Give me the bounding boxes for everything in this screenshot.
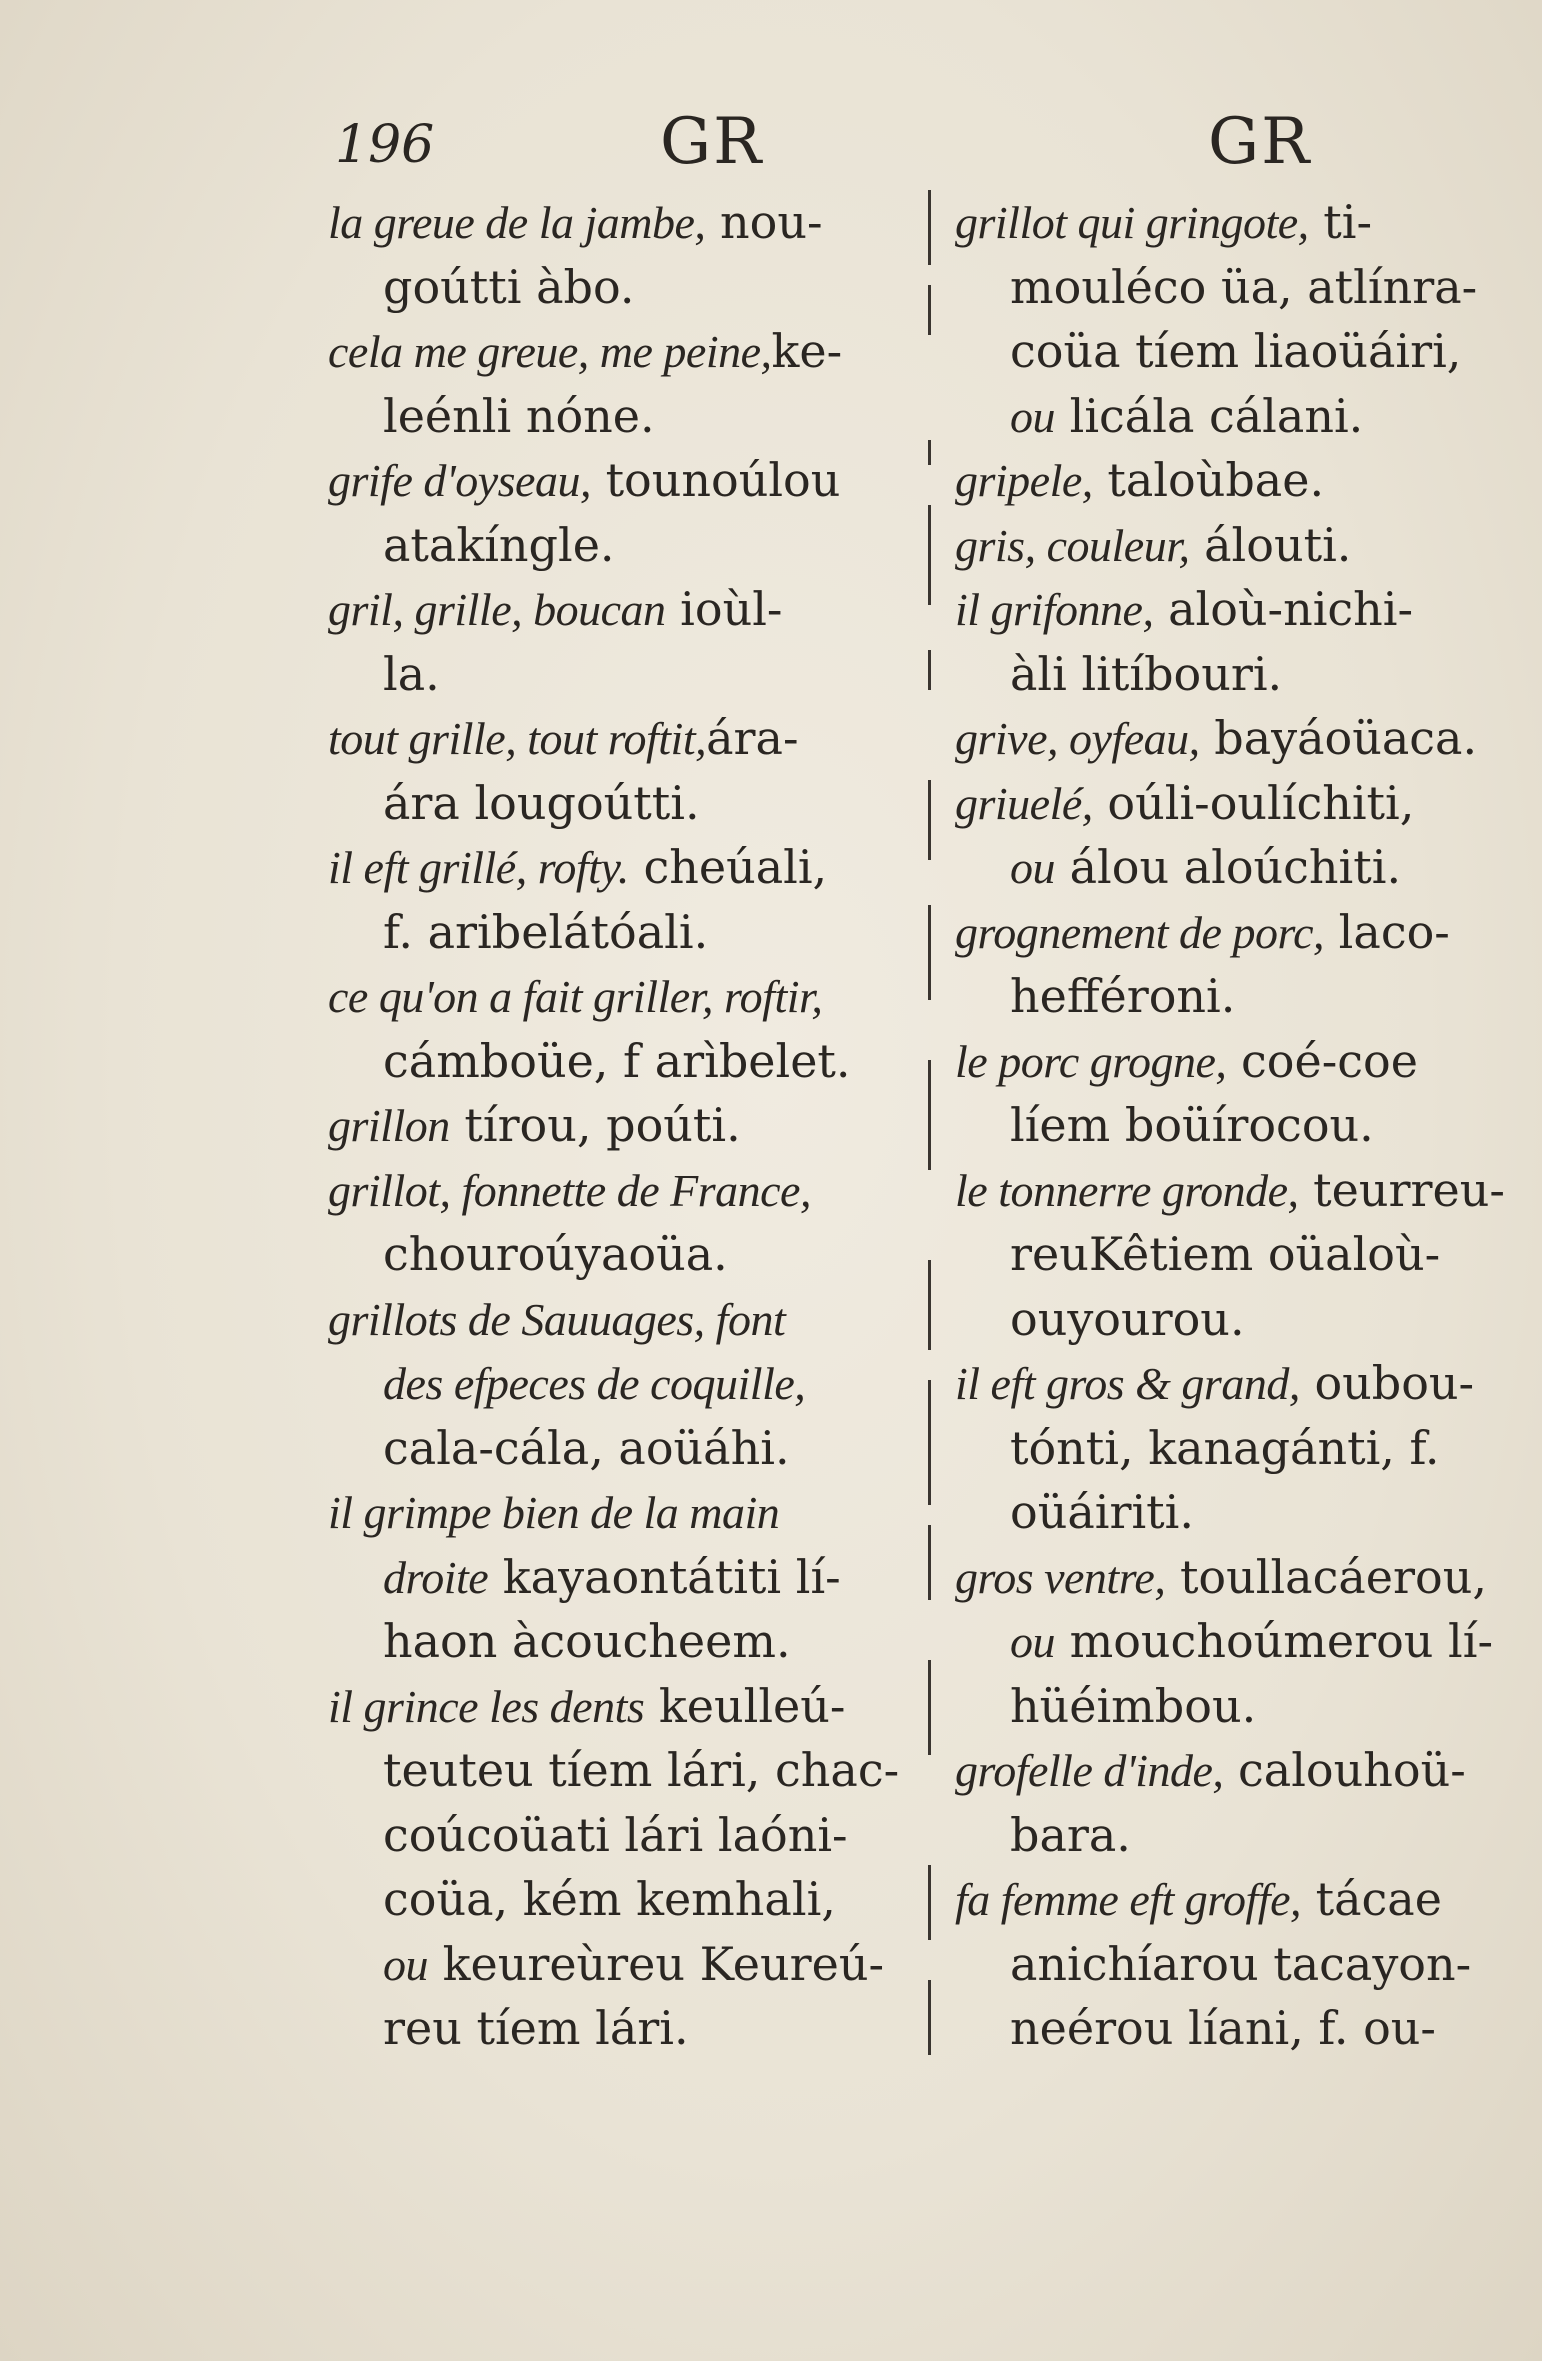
translation-text: anichíarou tacayon-	[1010, 1936, 1472, 1991]
translation-text: oúli-oulíchiti,	[1092, 775, 1415, 830]
french-headword: fa femme eft groffe,	[955, 1874, 1301, 1925]
translation-text: f. aribelátóali.	[383, 904, 709, 959]
text-line	[955, 835, 1535, 900]
text-line	[328, 1480, 913, 1545]
translation-text: álou aloúchiti.	[1055, 840, 1402, 894]
text-line	[328, 255, 913, 320]
text-line	[955, 319, 1535, 384]
translation-text: teurreu-	[1298, 1162, 1505, 1217]
french-headword: grillots de Sauuages, font	[328, 1293, 786, 1345]
text-line	[328, 1674, 913, 1739]
translation-text: keulleú-	[644, 1678, 846, 1733]
column-rule	[928, 285, 931, 335]
translation-text: ioùl-	[665, 582, 783, 636]
translation-text: coüa tíem liaoüáiri,	[1010, 324, 1462, 378]
translation-text: tounoúlou	[590, 453, 841, 507]
text-line	[955, 1674, 1535, 1739]
translation-text: reuKêtiem oüaloù-	[1010, 1227, 1441, 1281]
running-head-right: GR	[1208, 105, 1312, 179]
text-line	[955, 255, 1535, 320]
text-line	[328, 1609, 913, 1674]
text-line	[328, 1545, 913, 1610]
text-line	[328, 1029, 913, 1094]
french-headword: grillot, fonnette de France,	[328, 1164, 811, 1216]
column-rule	[928, 1060, 931, 1170]
translation-text: la.	[383, 646, 440, 701]
text-line	[955, 642, 1535, 707]
page-number: 196	[335, 115, 435, 175]
translation-text: leénli nóne.	[383, 388, 655, 443]
column-rule	[928, 1380, 931, 1505]
text-line	[955, 706, 1535, 771]
text-line	[955, 1996, 1535, 2061]
translation-text: ára lougoútti.	[383, 775, 700, 830]
text-line	[328, 319, 913, 384]
text-line	[328, 835, 913, 900]
translation-text: haon àcoucheem.	[383, 1614, 791, 1668]
french-headword: gris, couleur,	[955, 519, 1190, 571]
translation-text: coúcoüati lári laóni-	[383, 1807, 848, 1862]
text-line	[955, 1222, 1535, 1287]
french-headword: il eft grillé, rofty.	[328, 842, 629, 893]
translation-text: aloù-nichi-	[1153, 582, 1414, 636]
french-headword: droite	[383, 1551, 489, 1603]
translation-text: ára-	[706, 711, 799, 765]
french-headword: ou	[383, 1938, 428, 1990]
french-headword: griuelé,	[955, 777, 1093, 829]
text-line	[328, 1093, 913, 1158]
text-line	[955, 1609, 1535, 1674]
text-line	[328, 577, 913, 642]
text-line	[328, 1287, 913, 1352]
french-headword: des efpeces de coquille,	[383, 1358, 806, 1409]
translation-text: kayaontátiti lí-	[488, 1549, 841, 1604]
french-headword: gripele,	[955, 455, 1093, 506]
translation-text: bara.	[1010, 1807, 1131, 1862]
text-line	[955, 1867, 1535, 1932]
translation-text: tácae	[1300, 1872, 1442, 1926]
text-line	[955, 1932, 1535, 1997]
french-headword: ou	[1010, 842, 1055, 893]
translation-text: cala-cála, aoüáhi.	[383, 1420, 790, 1475]
french-headword: grive, oyfeau,	[955, 713, 1200, 764]
translation-text: nou-	[705, 195, 823, 249]
translation-text: keureùreu Keureú-	[428, 1936, 885, 1991]
text-line	[328, 190, 913, 255]
column-rule	[928, 1525, 931, 1600]
french-headword: grillot qui gringote,	[955, 197, 1309, 248]
translation-text: calouhoü-	[1223, 1743, 1466, 1797]
text-line	[955, 1287, 1535, 1352]
column-rule	[928, 1660, 931, 1755]
french-headword: grife d'oyseau,	[328, 455, 591, 506]
running-header	[0, 105, 1542, 185]
text-line	[328, 900, 913, 965]
translation-text: goútti àbo.	[383, 259, 635, 314]
column-rule	[928, 780, 931, 860]
column-rule	[928, 190, 931, 265]
right-column	[955, 190, 1535, 2061]
translation-text: oüáiriti.	[1010, 1485, 1194, 1539]
column-rule	[928, 1980, 931, 2055]
text-line	[328, 1996, 913, 2061]
french-headword: tout grille, tout roftit,	[328, 713, 707, 764]
translation-text: hüéimbou.	[1010, 1678, 1257, 1733]
text-line	[955, 1093, 1535, 1158]
text-line	[328, 1738, 913, 1803]
text-line	[955, 771, 1535, 836]
text-line	[328, 964, 913, 1029]
french-headword: le porc grogne,	[955, 1035, 1227, 1087]
translation-text: àli litíbouri.	[1010, 646, 1283, 701]
translation-text: atakíngle.	[383, 517, 615, 572]
running-head-left: GR	[660, 105, 764, 179]
text-line	[955, 1480, 1535, 1545]
french-headword: il grifonne,	[955, 584, 1154, 635]
text-line	[328, 642, 913, 707]
text-line	[955, 1545, 1535, 1610]
text-line	[328, 513, 913, 578]
text-line	[328, 771, 913, 836]
translation-text: tónti, kanagánti, f.	[1010, 1420, 1440, 1475]
translation-text: hefféroni.	[1010, 969, 1236, 1023]
text-line	[328, 1416, 913, 1481]
french-headword: il grimpe bien de la main	[328, 1487, 780, 1538]
translation-text: ke-	[771, 324, 843, 378]
translation-text: mouchoúmerou lí-	[1055, 1614, 1494, 1668]
column-rule	[928, 1865, 931, 1940]
text-line	[955, 577, 1535, 642]
translation-text: bayáoüaca.	[1199, 711, 1478, 765]
text-line	[955, 190, 1535, 255]
text-line	[955, 1029, 1535, 1094]
french-headword: grillon	[328, 1100, 450, 1151]
translation-text: coüa, kém kemhali,	[383, 1872, 836, 1926]
translation-text: teuteu tíem lári, chac-	[383, 1743, 900, 1797]
text-line	[328, 1351, 913, 1416]
french-headword: cela me greue, me peine,	[328, 326, 772, 377]
text-line	[328, 706, 913, 771]
translation-text: cheúali,	[628, 840, 828, 894]
text-line	[328, 1222, 913, 1287]
translation-text: líem boüírocou.	[1010, 1098, 1374, 1152]
french-headword: la greue de la jambe,	[328, 197, 706, 248]
translation-text: chouroúyaoüa.	[383, 1227, 728, 1281]
french-headword: il eft gros & grand,	[955, 1358, 1300, 1409]
french-headword: le tonnerre gronde,	[955, 1164, 1299, 1216]
text-line	[328, 1158, 913, 1223]
text-line	[955, 1738, 1535, 1803]
text-line	[955, 448, 1535, 513]
translation-text: álouti.	[1189, 517, 1352, 572]
french-headword: ce qu'on a fait griller, roftir,	[328, 971, 823, 1022]
french-headword: grognement de porc,	[955, 906, 1325, 958]
text-line	[955, 513, 1535, 578]
text-line	[328, 384, 913, 449]
translation-text: tírou, poúti.	[449, 1098, 741, 1152]
text-line	[328, 448, 913, 513]
translation-text: ouyourou.	[1010, 1291, 1245, 1346]
french-headword: il grince les dents	[328, 1680, 645, 1732]
column-rule	[928, 505, 931, 605]
translation-text: ti-	[1308, 195, 1373, 249]
french-headword: gros ventre,	[955, 1551, 1166, 1603]
left-column	[328, 190, 913, 2061]
french-headword: grofelle d'inde,	[955, 1745, 1224, 1796]
translation-text: taloùbae.	[1092, 453, 1325, 507]
text-line	[328, 1932, 913, 1997]
column-rule	[928, 1260, 931, 1350]
french-headword: gril, grille, boucan	[328, 584, 666, 635]
french-headword: ou	[1010, 390, 1055, 442]
text-line	[955, 1351, 1535, 1416]
french-headword: ou	[1010, 1616, 1055, 1667]
column-rule	[928, 650, 931, 690]
column-rule	[928, 905, 931, 1000]
column-rule	[928, 440, 931, 465]
text-line	[955, 1803, 1535, 1868]
translation-text: oubou-	[1299, 1356, 1475, 1410]
text-line	[955, 1416, 1535, 1481]
text-line	[328, 1803, 913, 1868]
text-line	[328, 1867, 913, 1932]
text-line	[955, 384, 1535, 449]
text-line	[955, 1158, 1535, 1223]
translation-text: mouléco üa, atlínra-	[1010, 259, 1478, 314]
text-line	[955, 964, 1535, 1029]
translation-text: neérou líani, f. ou-	[1010, 2001, 1436, 2055]
translation-text: toullacáerou,	[1165, 1549, 1487, 1604]
translation-text: laco-	[1324, 904, 1450, 959]
text-line	[955, 900, 1535, 965]
translation-text: reu tíem lári.	[383, 2001, 689, 2055]
translation-text: coé-coe	[1226, 1033, 1418, 1088]
translation-text: cámboüe, f arìbelet.	[383, 1033, 851, 1088]
translation-text: licála cálani.	[1055, 388, 1364, 443]
